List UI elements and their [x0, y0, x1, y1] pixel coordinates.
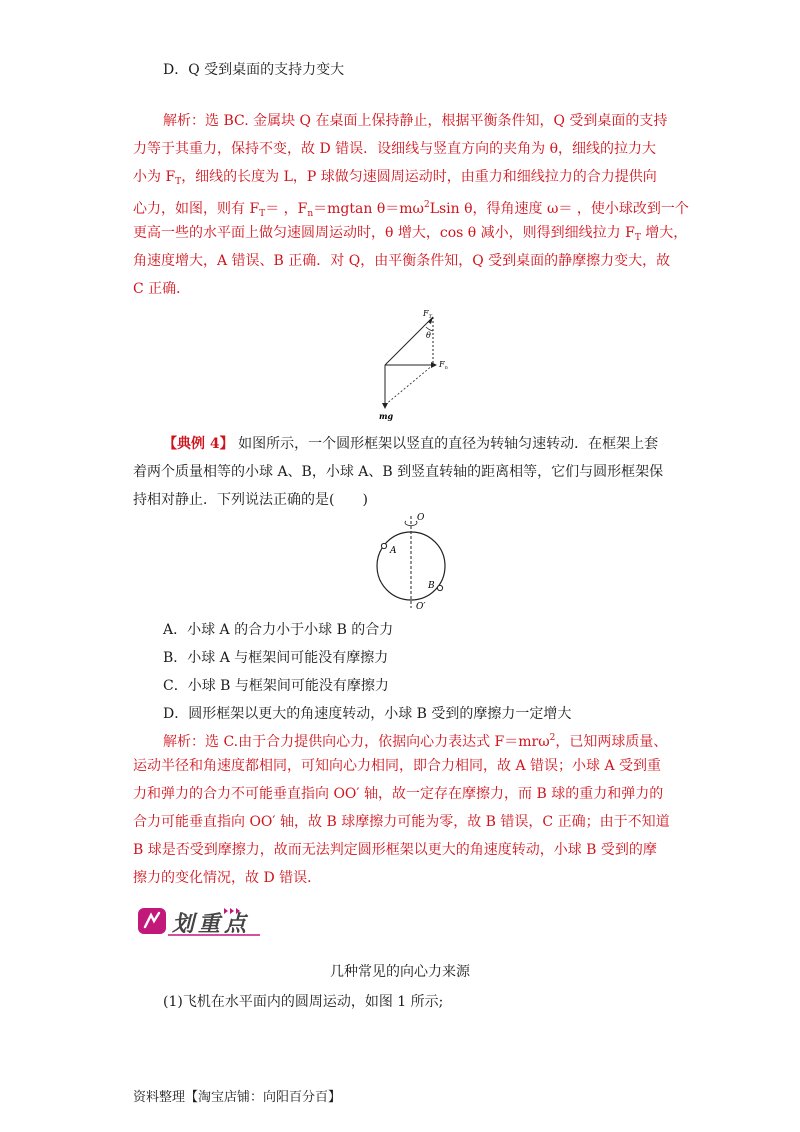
theta-label: θ — [426, 331, 431, 340]
section-line-1: (1)飞机在水平面内的圆周运动，如图 1 所示; — [163, 994, 444, 1010]
analysis1-line6: 角速度增大，A 错误、B 正确．对 Q，由平衡条件知，Q 受到桌面的静摩擦力变大，故 — [133, 253, 671, 269]
fn-label: $F_n$ — [439, 360, 448, 371]
ft-label: $F_T$ — [423, 309, 432, 320]
b-label: B — [428, 581, 435, 591]
analysis1-line1: 解析：选 BC. 金属块 Q 在桌面上保持静止，根据平衡条件知，Q 受到桌面的支持 — [163, 113, 668, 129]
analysis2-line5: B 球是否受到摩擦力，故而无法判定圆形框架以更大的角速度转动，小球 B 受到的摩 — [133, 842, 657, 858]
circular-frame-diagram — [368, 508, 458, 616]
analysis2-line2: 运动半径和角速度都相同，可知向心力相同，即合力相同，故 A 错误；小球 A 受到重 — [133, 758, 662, 774]
o-label: O — [417, 513, 425, 523]
parallelogram-dashed-line — [385, 365, 433, 405]
example4-line3: 持相对静止．下列说法正确的是( ) — [133, 492, 368, 508]
o-prime-label: O′ — [416, 602, 426, 612]
option-d: D．圆形框架以更大的角速度转动，小球 B 受到的摩擦力一定增大 — [163, 706, 572, 722]
analysis2-line4: 合力可能垂直指向 OO′ 轴，故 B 球摩擦力可能为零，故 B 错误，C 正确；由于不知道 — [133, 814, 670, 830]
tension-vector — [385, 317, 433, 365]
net-force-arrowhead — [431, 362, 437, 368]
analysis2-line6: 擦力的变化情况，故 D 错误． — [133, 870, 322, 886]
analysis1-line5: 更高一些的水平面上做匀速圆周运动时，θ 增大，cos θ 减小，则得到细线拉力 $F_T$ 增大， — [133, 225, 688, 243]
highlight-logo — [138, 905, 260, 935]
gravity-arrowhead — [382, 403, 388, 409]
option-a: A．小球 A 的合力小于小球 B 的合力 — [163, 622, 394, 638]
force-diagram — [370, 305, 460, 425]
footer-note: 资料整理【淘宝店铺：向阳百分百】 — [133, 1090, 342, 1105]
ball-b — [437, 585, 442, 590]
option-d-top: D．Q 受到桌面的支持力变大 — [163, 62, 345, 78]
analysis1-line2: 力等于其重力，保持不变，故 D 错误．设细线与竖直方向的夹角为 θ，细线的拉力大 — [133, 141, 657, 157]
option-b: B．小球 A 与框架间可能没有摩擦力 — [163, 650, 389, 666]
logo-badge-icon — [138, 908, 166, 934]
example4-line2: 着两个质量相等的小球 A、B，小球 A、B 到竖直转轴的距离相等，它们与圆形框架保 — [133, 464, 664, 480]
a-label: A — [390, 546, 397, 556]
analysis1-line3: 小为 $F_T$，细线的长度为 L，P 球做匀速圆周运动时，由重力和细线拉力的合力提供向 — [133, 169, 657, 187]
analysis2-line3: 力和弹力的合力不可能垂直指向 OO′ 轴，故一定存在摩擦力，而 B 球的重力和弹力的 — [133, 786, 664, 802]
example4-line1: 【典例 4】 如图所示，一个圆形框架以竖直的直径为转轴匀速转动．在框架上套 — [163, 436, 659, 452]
option-c: C．小球 B 与框架间可能没有摩擦力 — [163, 678, 389, 694]
analysis1-line7: C 正确． — [133, 281, 191, 297]
ball-a — [381, 543, 386, 548]
example-tag: 【典例 4】 — [163, 436, 234, 452]
analysis1-line4: 心力，如图，则有 $F_T=$ ，$F_n=mgtan$ $\theta=m\omega^2Lsin$ θ，得角速度 ω＝ ，使小球改到一个 — [133, 200, 689, 219]
section-title: 几种常见的向心力来源 — [330, 964, 470, 980]
logo-text: 划重点 — [172, 912, 251, 937]
analysis2-line1: 解析：选 C.由于合力提供向心力，依据向心力表达式 F＝mrω$^2$，已知两球质量、 — [163, 733, 668, 750]
mg-label: mg — [379, 411, 394, 421]
